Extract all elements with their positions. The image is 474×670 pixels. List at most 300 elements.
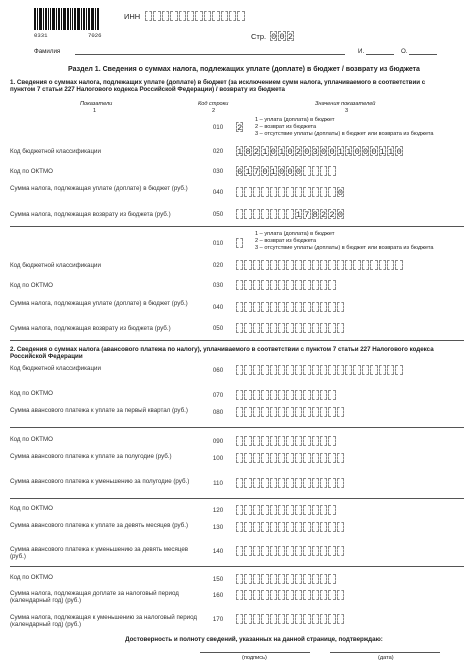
digit-cell [353, 260, 360, 270]
digit-cell [244, 187, 251, 197]
digit-cell [244, 390, 251, 400]
digit-cell [320, 590, 327, 600]
digit-cell [253, 365, 260, 375]
digit-cell [328, 166, 335, 176]
section2-field-cells[interactable] [236, 614, 345, 624]
digit-cell: 0 [262, 167, 268, 177]
digit-cell [295, 522, 302, 532]
digit-cell [270, 522, 277, 532]
option-1: 1 – уплата (доплата) в бюджет [255, 231, 335, 237]
digit-cell [328, 522, 335, 532]
label-030: Код по ОКТМО [10, 168, 53, 175]
line-code: 130 [212, 524, 224, 531]
digit-cell [236, 260, 243, 270]
field-040-cells[interactable] [236, 302, 345, 312]
digit-cell [337, 590, 344, 600]
digit-cell [236, 590, 243, 600]
line-code: 040 [212, 189, 224, 196]
digit-cell [253, 505, 260, 515]
section2-field-cells[interactable] [236, 436, 337, 446]
digit-cell [337, 365, 344, 375]
label-030: Код по ОКТМО [10, 282, 53, 289]
digit-cell [295, 260, 302, 270]
digit-cell [286, 522, 293, 532]
digit-cell [312, 546, 319, 556]
digit-cell [236, 546, 243, 556]
field-010-cells[interactable] [236, 122, 244, 132]
digit-cell: 0 [337, 210, 343, 220]
digit-cell [270, 478, 277, 488]
digit-cell [337, 478, 344, 488]
col-values: Значения показателей [315, 101, 376, 107]
label-040: Сумма налога, подлежащая уплате (доплате) в бюджет (руб.) [10, 300, 188, 307]
section2-field-cells[interactable] [236, 365, 404, 375]
digit-cell [286, 302, 293, 312]
digit-cell: 7 [253, 167, 260, 177]
digit-cell [253, 280, 260, 290]
digit-cell [328, 453, 335, 463]
digit-cell [295, 407, 302, 417]
digit-cell [244, 505, 251, 515]
col-indicators: Показатели [80, 101, 113, 107]
digit-cell [244, 436, 251, 446]
label-050: Сумма налога, подлежащая возврату из бюджета (руб.) [10, 325, 171, 332]
divider [10, 427, 464, 428]
line-code: 120 [212, 507, 224, 514]
digit-cell [253, 187, 260, 197]
section2-field-cells[interactable] [236, 505, 337, 515]
digit-cell [270, 365, 277, 375]
col-num-1: 1 [93, 108, 97, 114]
digit-cell [303, 614, 310, 624]
digit-cell [320, 187, 327, 197]
digit-cell [303, 365, 310, 375]
section2-field-cells[interactable] [236, 478, 345, 488]
digit-cell [337, 546, 344, 556]
digit-cell [253, 590, 260, 600]
digit-cell: 1 [279, 147, 285, 157]
page-digit: 0 [279, 32, 285, 42]
digit-cell [370, 365, 377, 375]
digit-cell [303, 574, 310, 584]
digit-cell [244, 590, 251, 600]
line-code: 090 [212, 438, 224, 445]
digit-cell [286, 390, 293, 400]
signature-line[interactable] [200, 652, 310, 653]
digit-cell [278, 546, 285, 556]
digit-cell: 0 [354, 147, 360, 157]
field-050-cells[interactable] [236, 323, 345, 333]
digit-cell [345, 365, 352, 375]
line-code: 070 [212, 392, 224, 399]
surname-line[interactable] [75, 54, 345, 55]
initial-o-line[interactable] [409, 54, 437, 55]
digit-cell [312, 407, 319, 417]
digit-cell [312, 453, 319, 463]
digit-cell: 3 [312, 147, 318, 157]
line-code: 030 [212, 282, 224, 289]
digit-cell [270, 280, 277, 290]
field-030-cells[interactable] [236, 166, 337, 176]
section1-title: Раздел 1. Сведения о суммах налога, подлежащих уплате (доплате) в бюджет / возврату из бюджета [68, 66, 420, 73]
digit-cell [312, 365, 319, 375]
digit-cell [395, 260, 402, 270]
section2-label: Сумма авансового платежа к уменьшению за полугодие (руб.) [10, 478, 190, 485]
part1-heading: 1. Сведения о суммах налога, подлежащих уплате (доплате) в бюджет (за исключением сумм налога, уплачиваемого в соответствии с пунктом 7 статьи 227 Налогового кодекса Российской Федерации) / возврату из бюджета [10, 79, 426, 93]
digit-cell: 8 [312, 210, 318, 220]
digit-cell [328, 260, 335, 270]
digit-cell [253, 546, 260, 556]
digit-cell [261, 505, 268, 515]
digit-cell [295, 574, 302, 584]
digit-cell [270, 614, 277, 624]
barcode-number-left: 0331 [34, 32, 48, 39]
digit-cell [320, 260, 327, 270]
digit-cell [320, 365, 327, 375]
digit-cell [244, 574, 251, 584]
digit-cell [320, 574, 327, 584]
line-code: 110 [213, 480, 223, 487]
digit-cell [295, 187, 302, 197]
digit-cell [337, 323, 344, 333]
digit-cell [278, 522, 285, 532]
digit-cell [261, 522, 268, 532]
digit-cell [270, 407, 277, 417]
digit-cell [244, 280, 251, 290]
digit-cell [278, 280, 285, 290]
initial-o: О. [401, 48, 408, 55]
digit-cell [244, 260, 251, 270]
line-code: 020 [212, 262, 224, 269]
digit-cell [278, 260, 285, 270]
digit-cell [303, 260, 310, 270]
section2-label: Сумма авансового платежа к уплате за девять месяцев (руб.) [10, 522, 189, 529]
digit-cell: 2 [321, 210, 327, 220]
field-050-cells[interactable] [236, 209, 345, 219]
digit-cell [270, 187, 277, 197]
line-code: 050 [212, 325, 224, 332]
digit-cell [312, 614, 319, 624]
digit-cell [278, 209, 285, 219]
section2-label: Код по ОКТМО [10, 505, 53, 512]
digit-cell [278, 436, 285, 446]
page-label: Стр. [251, 32, 267, 41]
digit-cell [270, 390, 277, 400]
option-1: 1 – уплата (доплата) в бюджет [255, 117, 335, 123]
digit-cell: 1 [295, 210, 301, 220]
digit-cell [236, 187, 243, 197]
line-code: 020 [212, 148, 224, 155]
digit-cell [278, 590, 285, 600]
digit-cell [303, 453, 310, 463]
col-line-code: Код строки [198, 101, 229, 107]
digit-cell: 0 [295, 167, 301, 177]
label-020: Код бюджетной классификации [10, 148, 101, 155]
digit-cell [328, 590, 335, 600]
digit-cell [328, 574, 335, 584]
digit-cell [312, 166, 319, 176]
digit-cell: 2 [329, 210, 335, 220]
section2-field-cells[interactable] [236, 390, 337, 400]
digit-cell [236, 302, 243, 312]
field-020-cells[interactable] [236, 260, 404, 270]
digit-cell [303, 436, 310, 446]
digit-cell [328, 323, 335, 333]
digit-cell [395, 365, 402, 375]
digit-cell [236, 209, 243, 219]
digit-cell [320, 546, 327, 556]
digit-cell [379, 365, 386, 375]
digit-cell [261, 453, 268, 463]
line-code: 010 [212, 124, 224, 131]
page-digit: 2 [287, 32, 294, 42]
digit-cell [320, 522, 327, 532]
divider [10, 566, 464, 567]
digit-cell [362, 365, 369, 375]
digit-cell: 0 [279, 167, 285, 177]
digit-cell [270, 302, 277, 312]
digit-cell [312, 187, 319, 197]
digit-cell: 2 [295, 147, 301, 157]
line-code: 160 [212, 592, 224, 599]
section2-field-cells[interactable] [236, 522, 345, 532]
digit-cell [278, 407, 285, 417]
divider [10, 226, 464, 227]
section2-label: Сумма налога, подлежащая к уменьшению за налоговый период (календарный год) (руб.) [10, 614, 198, 628]
digit-cell [286, 574, 293, 584]
section2-label: Сумма авансового платежа к уменьшению за девять месяцев (руб.) [10, 546, 189, 560]
digit-cell: 0 [287, 167, 293, 177]
section2-field-cells[interactable] [236, 574, 337, 584]
field-030-cells[interactable] [236, 280, 337, 290]
digit-cell [278, 478, 285, 488]
digit-cell [303, 590, 310, 600]
digit-cell [278, 390, 285, 400]
section2-field-cells[interactable] [236, 546, 345, 556]
digit-cell [244, 453, 251, 463]
digit-cell [387, 365, 394, 375]
section2-label: Сумма авансового платежа к уплате за полугодие (руб.) [10, 453, 172, 460]
digit-cell [261, 614, 268, 624]
digit-cell [295, 390, 302, 400]
digit-cell [328, 436, 335, 446]
digit-cell [253, 436, 260, 446]
digit-cell [353, 365, 360, 375]
line-code: 080 [212, 409, 224, 416]
inn-cells[interactable] [145, 11, 246, 21]
digit-cell [261, 436, 268, 446]
line-code: 170 [212, 616, 224, 623]
digit-cell [303, 187, 310, 197]
section2-heading: 2. Сведения о суммах налога (авансового платежа по налогу), уплачиваемого в соответствии с пунктом 7 статьи 227 Налогового кодекса Российской Федерации [10, 346, 434, 360]
section2-field-cells[interactable] [236, 407, 345, 417]
digit-cell [328, 546, 335, 556]
page-digit: 0 [271, 32, 277, 42]
date-caption: (дата) [378, 655, 394, 661]
barcode [34, 8, 100, 30]
digit-cell: 6 [237, 167, 243, 177]
digit-cell: 0 [304, 147, 310, 157]
digit-cell [295, 302, 302, 312]
digit-cell [328, 365, 335, 375]
digit-cell [270, 323, 277, 333]
digit-cell [328, 505, 335, 515]
digit-cell [278, 574, 285, 584]
digit-cell [328, 302, 335, 312]
field-040-cells[interactable] [236, 187, 345, 197]
digit-cell [303, 546, 310, 556]
digit-cell: 1 [237, 147, 243, 157]
digit-cell [286, 407, 293, 417]
option-2: 2 – возврат из бюджета [255, 124, 317, 130]
digit-cell [278, 614, 285, 624]
digit-cell [303, 390, 310, 400]
digit-cell [295, 436, 302, 446]
field-010-digit: 2 [237, 123, 243, 133]
section2-field-cells[interactable] [236, 590, 345, 600]
digit-cell: 1 [388, 147, 394, 157]
label-020: Код бюджетной классификации [10, 262, 101, 269]
digit-cell: 1 [245, 167, 251, 177]
digit-cell [286, 209, 293, 219]
digit-cell [236, 614, 243, 624]
digit-cell [320, 166, 327, 176]
digit-cell [236, 453, 243, 463]
digit-cell [261, 302, 268, 312]
digit-cell: 1 [346, 147, 352, 157]
date-line[interactable] [330, 652, 440, 653]
digit-cell [286, 323, 293, 333]
col-num-3: 3 [345, 108, 349, 114]
digit-cell [236, 574, 243, 584]
line-code: 010 [212, 240, 224, 247]
digit-cell [312, 302, 319, 312]
digit-cell [337, 260, 344, 270]
digit-cell: 0 [371, 147, 377, 157]
digit-cell [312, 478, 319, 488]
digit-cell [236, 365, 243, 375]
digit-cell [337, 302, 344, 312]
digit-cell [295, 280, 302, 290]
digit-cell [278, 505, 285, 515]
digit-cell [328, 407, 335, 417]
digit-cell [261, 478, 268, 488]
digit-cell [286, 365, 293, 375]
digit-cell: 8 [245, 147, 251, 157]
page-number-cells[interactable] [270, 31, 295, 41]
digit-cell [286, 453, 293, 463]
digit-cell [362, 260, 369, 270]
digit-cell [278, 453, 285, 463]
digit-cell: 2 [253, 147, 260, 157]
digit-cell [312, 436, 319, 446]
digit-cell [320, 478, 327, 488]
digit-cell [253, 478, 260, 488]
barcode-number-right: 7026 [88, 32, 102, 39]
confirm-text: Достоверность и полноту сведений, указанных на данной странице, подтверждаю: [125, 636, 383, 643]
inn-label: ИНН [124, 12, 141, 21]
digit-cell [320, 280, 327, 290]
digit-cell [295, 505, 302, 515]
digit-cell [236, 280, 243, 290]
digit-cell [370, 260, 377, 270]
digit-cell [261, 390, 268, 400]
digit-cell [286, 546, 293, 556]
digit-cell [261, 407, 268, 417]
digit-cell [303, 407, 310, 417]
digit-cell [261, 365, 268, 375]
digit-cell [236, 478, 243, 488]
section2-label: Код бюджетной классификации [10, 365, 101, 372]
field-020-cells[interactable] [236, 146, 404, 156]
digit-cell: 0 [329, 147, 335, 157]
digit-cell [295, 365, 302, 375]
digit-cell [337, 522, 344, 532]
digit-cell [286, 280, 293, 290]
initial-i: И. [358, 48, 365, 55]
digit-cell [286, 260, 293, 270]
line-code: 140 [212, 548, 224, 555]
divider [10, 340, 464, 341]
digit-cell [253, 522, 260, 532]
line-code: 040 [212, 304, 224, 311]
digit-cell [270, 574, 277, 584]
field-010-cells[interactable] [236, 238, 244, 248]
digit-cell [244, 209, 251, 219]
digit-cell: 1 [379, 147, 385, 157]
digit-cell [337, 614, 344, 624]
label-050: Сумма налога, подлежащая возврату из бюджета (руб.) [10, 211, 171, 218]
digit-cell [253, 302, 260, 312]
digit-cell [244, 478, 251, 488]
line-code: 060 [212, 367, 224, 374]
digit-cell [270, 436, 277, 446]
digit-cell [328, 280, 335, 290]
digit-cell [312, 574, 319, 584]
digit-cell [295, 478, 302, 488]
digit-cell [328, 614, 335, 624]
digit-cell [303, 280, 310, 290]
digit-cell [286, 505, 293, 515]
digit-cell [253, 209, 260, 219]
digit-cell [253, 260, 260, 270]
digit-cell [312, 323, 319, 333]
digit-cell [278, 187, 285, 197]
digit-cell [312, 280, 319, 290]
digit-cell: 0 [396, 147, 402, 157]
digit-cell [387, 260, 394, 270]
digit-cell [303, 166, 310, 176]
signature-caption: (подпись) [242, 655, 267, 661]
digit-cell [261, 187, 268, 197]
digit-cell: 0 [287, 147, 293, 157]
digit-cell [270, 209, 277, 219]
digit-cell: 0 [363, 147, 369, 157]
digit-cell [303, 302, 310, 312]
initial-i-line[interactable] [366, 54, 394, 55]
section2-label: Сумма налога, подлежащая доплате за налоговый период (календарный год) (руб.) [10, 590, 179, 604]
digit-cell [312, 260, 319, 270]
col-num-2: 2 [212, 108, 216, 114]
digit-cell [286, 436, 293, 446]
digit-cell [320, 390, 327, 400]
divider [10, 498, 464, 499]
digit-cell [244, 323, 251, 333]
digit-cell [337, 453, 344, 463]
section2-field-cells[interactable] [236, 453, 345, 463]
line-code: 150 [212, 576, 224, 583]
digit-cell: 1 [337, 147, 343, 157]
